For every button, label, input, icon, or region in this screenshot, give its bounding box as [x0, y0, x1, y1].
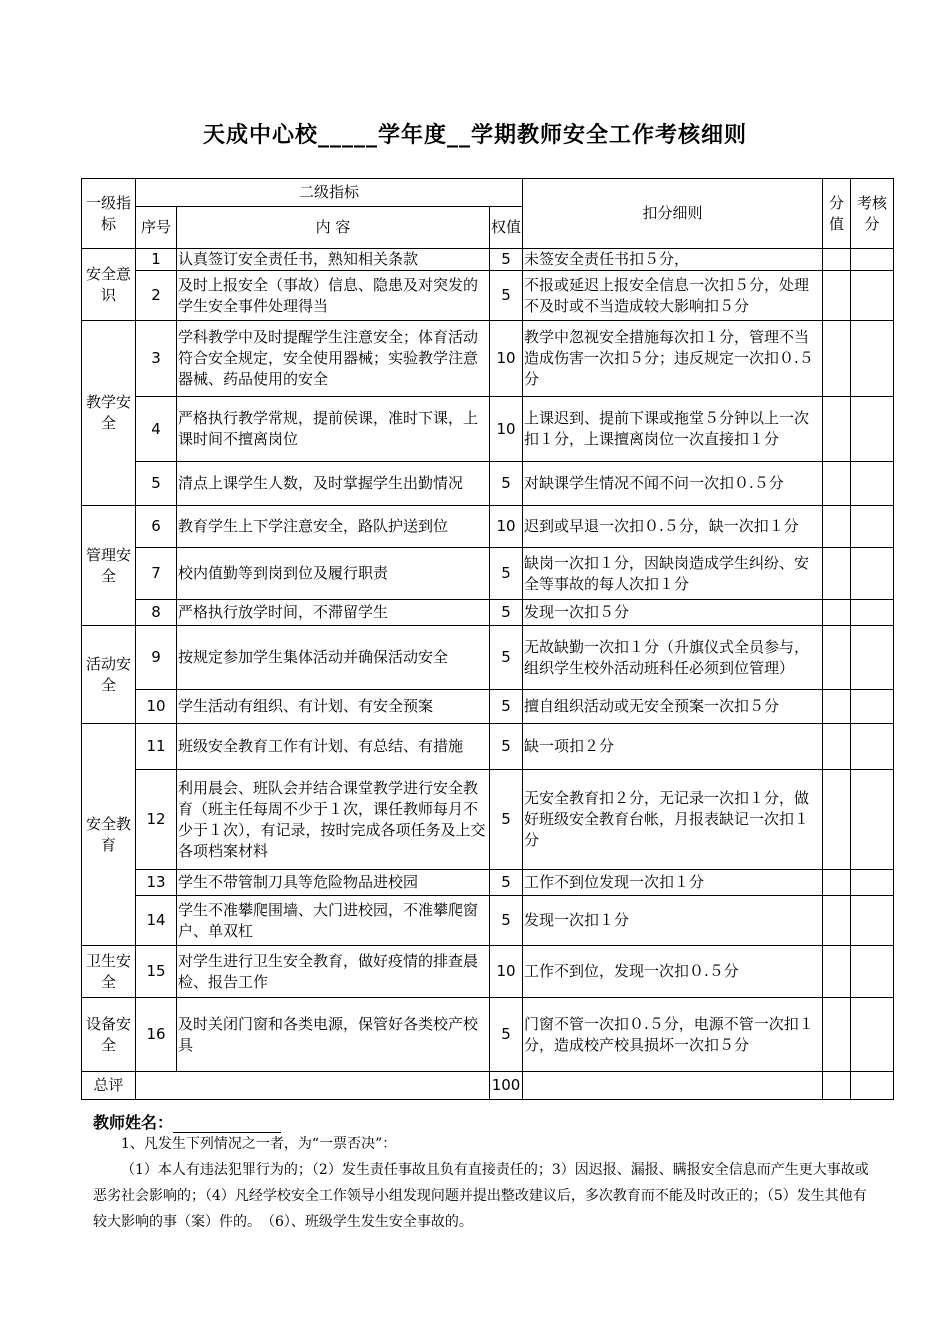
content-cell: 清点上课学生人数，及时掌握学生出勤情况 [177, 462, 490, 506]
score-cell [823, 690, 851, 724]
table-row [82, 626, 894, 690]
content-cell: 校内值勤等到岗到位及履行职责 [177, 548, 490, 600]
score-cell [823, 626, 851, 690]
seq-cell: 15 [136, 946, 177, 998]
score-cell [823, 321, 851, 397]
seq-cell: 11 [136, 724, 177, 770]
score-cell [823, 946, 851, 998]
table-row [82, 998, 894, 1072]
rule-cell: 无故缺勤一次扣１分（升旗仪式全员参与，组织学生校外活动班科任必须到位管理） [523, 626, 823, 690]
content-cell: 学生活动有组织、有计划、有安全预案 [177, 690, 490, 724]
content-cell: 按规定参加学生集体活动并确保活动安全 [177, 626, 490, 690]
score-cell [823, 548, 851, 600]
header-score: 分值 [823, 179, 851, 249]
content-cell: 学生不带管制刀具等危险物品进校园 [177, 870, 490, 896]
header-content: 内 容 [177, 207, 490, 249]
header-deduction: 扣分细则 [523, 179, 823, 249]
seq-cell: 6 [136, 506, 177, 548]
score-cell [823, 770, 851, 870]
content-cell: 教育学生上下学注意安全，路队护送到位 [177, 506, 490, 548]
weight-cell: 10 [490, 946, 523, 998]
seq-cell: 1 [136, 249, 177, 271]
content-cell: 认真签订安全责任书，熟知相关条款 [177, 249, 490, 271]
seq-cell: 5 [136, 462, 177, 506]
total-check-score [851, 1072, 894, 1100]
rule-cell: 未签安全责任书扣５分， [523, 249, 823, 271]
weight-cell: 5 [490, 548, 523, 600]
table-row [82, 690, 894, 724]
category-cell: 安全教育 [82, 724, 136, 946]
check-score-cell [851, 397, 894, 462]
score-cell [823, 870, 851, 896]
check-score-cell [851, 896, 894, 946]
check-score-cell [851, 770, 894, 870]
table-row [82, 548, 894, 600]
rule-cell: 工作不到位，发现一次扣０.５分 [523, 946, 823, 998]
weight-cell: 5 [490, 249, 523, 271]
rule-cell: 迟到或早退一次扣０.５分，缺一次扣１分 [523, 506, 823, 548]
table-row [82, 462, 894, 506]
check-score-cell [851, 249, 894, 271]
rule-cell: 发现一次扣５分 [523, 600, 823, 626]
total-blank [136, 1072, 490, 1100]
rule-cell: 发现一次扣１分 [523, 896, 823, 946]
weight-cell: 5 [490, 724, 523, 770]
weight-cell: 5 [490, 690, 523, 724]
weight-cell: 5 [490, 626, 523, 690]
table-row [82, 249, 894, 271]
category-cell: 教学安全 [82, 321, 136, 506]
weight-cell: 10 [490, 321, 523, 397]
seq-cell: 2 [136, 271, 177, 321]
table-row [82, 600, 894, 626]
table-row [82, 724, 894, 770]
weight-cell: 10 [490, 506, 523, 548]
check-score-cell [851, 548, 894, 600]
score-cell [823, 271, 851, 321]
header-level2: 二级指标 [136, 179, 523, 207]
rule-cell: 缺一项扣２分 [523, 724, 823, 770]
total-rule [523, 1072, 823, 1100]
content-cell: 学科教学中及时提醒学生注意安全；体育活动符合安全规定，安全使用器械；实验教学注意器械、药品使用的安全 [177, 321, 490, 397]
check-score-cell [851, 946, 894, 998]
score-cell [823, 506, 851, 548]
score-cell [823, 462, 851, 506]
score-cell [823, 724, 851, 770]
rule-cell: 无安全教育扣２分，无记录一次扣１分，做好班级安全教育台帐，月报表缺记一次扣１分 [523, 770, 823, 870]
table-row [82, 896, 894, 946]
veto-note-title: 1、凡发生下列情况之一者，为“一票否决”： [121, 1136, 397, 1152]
check-score-cell [851, 998, 894, 1072]
score-cell [823, 249, 851, 271]
category-cell: 卫生安全 [82, 946, 136, 998]
weight-cell: 5 [490, 462, 523, 506]
seq-cell: 10 [136, 690, 177, 724]
content-cell: 严格执行教学常规，提前侯课，准时下课，上课时间不擅离岗位 [177, 397, 490, 462]
weight-cell: 5 [490, 770, 523, 870]
score-cell [823, 600, 851, 626]
weight-cell: 5 [490, 998, 523, 1072]
category-cell: 活动安全 [82, 626, 136, 724]
check-score-cell [851, 321, 894, 397]
content-cell: 严格执行放学时间，不滞留学生 [177, 600, 490, 626]
category-cell: 管理安全 [82, 506, 136, 626]
table-row [82, 946, 894, 998]
total-weight: 100 [490, 1072, 523, 1100]
seq-cell: 13 [136, 870, 177, 896]
table-row [82, 870, 894, 896]
seq-cell: 16 [136, 998, 177, 1072]
total-row [82, 1072, 894, 1100]
teacher-name-label: 教师姓名： [93, 1113, 174, 1132]
table-row [82, 506, 894, 548]
seq-cell: 3 [136, 321, 177, 397]
category-cell: 设备安全 [82, 998, 136, 1072]
weight-cell: 5 [490, 600, 523, 626]
rule-cell: 对缺课学生情况不闻不问一次扣０.５分 [523, 462, 823, 506]
check-score-cell [851, 600, 894, 626]
page-title: 天成中心校_____学年度__学期教师安全工作考核细则 [202, 123, 747, 148]
table-row [82, 397, 894, 462]
check-score-cell [851, 690, 894, 724]
category-cell: 安全意识 [82, 249, 136, 321]
check-score-cell [851, 271, 894, 321]
weight-cell: 5 [490, 271, 523, 321]
seq-cell: 4 [136, 397, 177, 462]
table-row [82, 321, 894, 397]
score-cell [823, 896, 851, 946]
check-score-cell [851, 724, 894, 770]
check-score-cell [851, 506, 894, 548]
score-cell [823, 998, 851, 1072]
seq-cell: 14 [136, 896, 177, 946]
weight-cell: 10 [490, 397, 523, 462]
rule-cell: 教学中忽视安全措施每次扣１分，管理不当造成伤害一次扣５分；违反规定一次扣０.５分 [523, 321, 823, 397]
total-label: 总评 [82, 1072, 136, 1100]
header-level1: 一级指标 [82, 179, 136, 249]
veto-note-body: （1）本人有违法犯罪行为的；（2）发生责任事故且负有直接责任的；3）因迟报、漏报、瞒报安全信息而产生更大事故或恶劣社会影响的；（4）凡经学校安全工作领导小组发现问题并提出整改建议后，多次教育而不能及时改正的；（5）发生其他有较大影响的事（案）件的。 （6）、班级学生发生安全事故的。 [93, 1162, 869, 1230]
content-cell: 及时上报安全（事故）信息、隐患及对突发的学生安全事件处理得当 [177, 271, 490, 321]
seq-cell: 12 [136, 770, 177, 870]
header-check-score: 考核分 [851, 179, 894, 249]
check-score-cell [851, 870, 894, 896]
teacher-name-field [93, 1110, 281, 1133]
content-cell: 对学生进行卫生安全教育，做好疫情的排查晨检、报告工作 [177, 946, 490, 998]
total-score [823, 1072, 851, 1100]
rule-cell: 缺岗一次扣１分，因缺岗造成学生纠纷、安全等事故的每人次扣１分 [523, 548, 823, 600]
header-weight: 权值 [490, 207, 523, 249]
content-cell: 及时关闭门窗和各类电源，保管好各类校产校具 [177, 998, 490, 1072]
rule-cell: 工作不到位发现一次扣１分 [523, 870, 823, 896]
seq-cell: 9 [136, 626, 177, 690]
rule-cell: 不报或延迟上报安全信息一次扣５分，处理不及时或不当造成较大影响扣５分 [523, 271, 823, 321]
table-row [82, 770, 894, 870]
content-cell: 学生不准攀爬围墙、大门进校园，不准攀爬窗户、单双杠 [177, 896, 490, 946]
rule-cell: 门窗不管一次扣０.５分，电源不管一次扣１分，造成校产校具损坏一次扣５分 [523, 998, 823, 1072]
weight-cell: 5 [490, 896, 523, 946]
table-row [82, 271, 894, 321]
check-score-cell [851, 626, 894, 690]
header-seq: 序号 [136, 207, 177, 249]
score-cell [823, 397, 851, 462]
seq-cell: 8 [136, 600, 177, 626]
seq-cell: 7 [136, 548, 177, 600]
assessment-table [81, 178, 894, 1100]
content-cell: 班级安全教育工作有计划、有总结、有措施 [177, 724, 490, 770]
rule-cell: 擅自组织活动或无安全预案一次扣５分 [523, 690, 823, 724]
weight-cell: 5 [490, 870, 523, 896]
check-score-cell [851, 462, 894, 506]
rule-cell: 上课迟到、提前下课或拖堂５分钟以上一次扣１分，上课擅离岗位一次直接扣１分 [523, 397, 823, 462]
content-cell: 利用晨会、班队会并结合课堂教学进行安全教育（班主任每周不少于１次，课任教师每月不少于１次），有记录，按时完成各项任务及上交各项档案材料 [177, 770, 490, 870]
